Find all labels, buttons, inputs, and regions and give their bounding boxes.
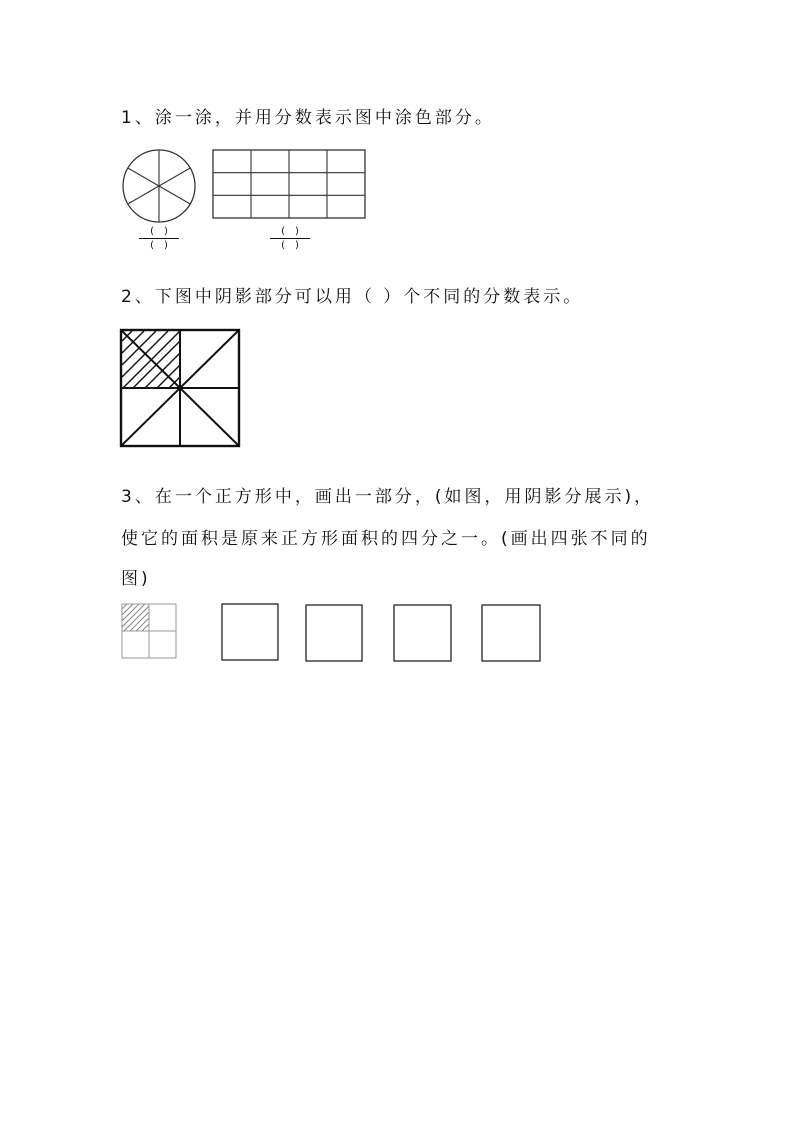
fraction-answer-blank-circle[interactable] [135, 226, 183, 251]
denominator-blank: () [150, 240, 178, 251]
blank-square-3[interactable] [393, 604, 453, 664]
denominator-blank: () [281, 240, 309, 251]
circle-six-parts-figure [121, 148, 201, 228]
blank-square-1[interactable] [221, 603, 281, 663]
fraction-answer-blank-grid[interactable] [266, 226, 314, 251]
shaded-square-figure [119, 328, 243, 450]
question-3-line-1: 3、在一个正方形中，画出一部分，(如图，用阴影分展示)， [121, 487, 655, 507]
fraction-bar [270, 238, 310, 239]
example-quarter-square [121, 603, 179, 661]
numerator-blank: () [150, 226, 178, 237]
numerator-blank: () [281, 226, 309, 237]
blank-square-2[interactable] [305, 604, 365, 664]
example-hatch [122, 604, 149, 631]
blank-square-4[interactable] [481, 604, 543, 664]
question-2-text: 2、下图中阴影部分可以用（ ）个不同的分数表示。 [121, 287, 584, 307]
question-1-text: 1、涂一涂，并用分数表示图中涂色部分。 [121, 108, 495, 128]
question-3-line-3: 图) [121, 569, 151, 589]
rectangle-grid-figure [212, 149, 368, 221]
question-3-line-2: 使它的面积是原来正方形面积的四分之一。(画出四张不同的 [121, 529, 651, 549]
fraction-bar [139, 238, 179, 239]
